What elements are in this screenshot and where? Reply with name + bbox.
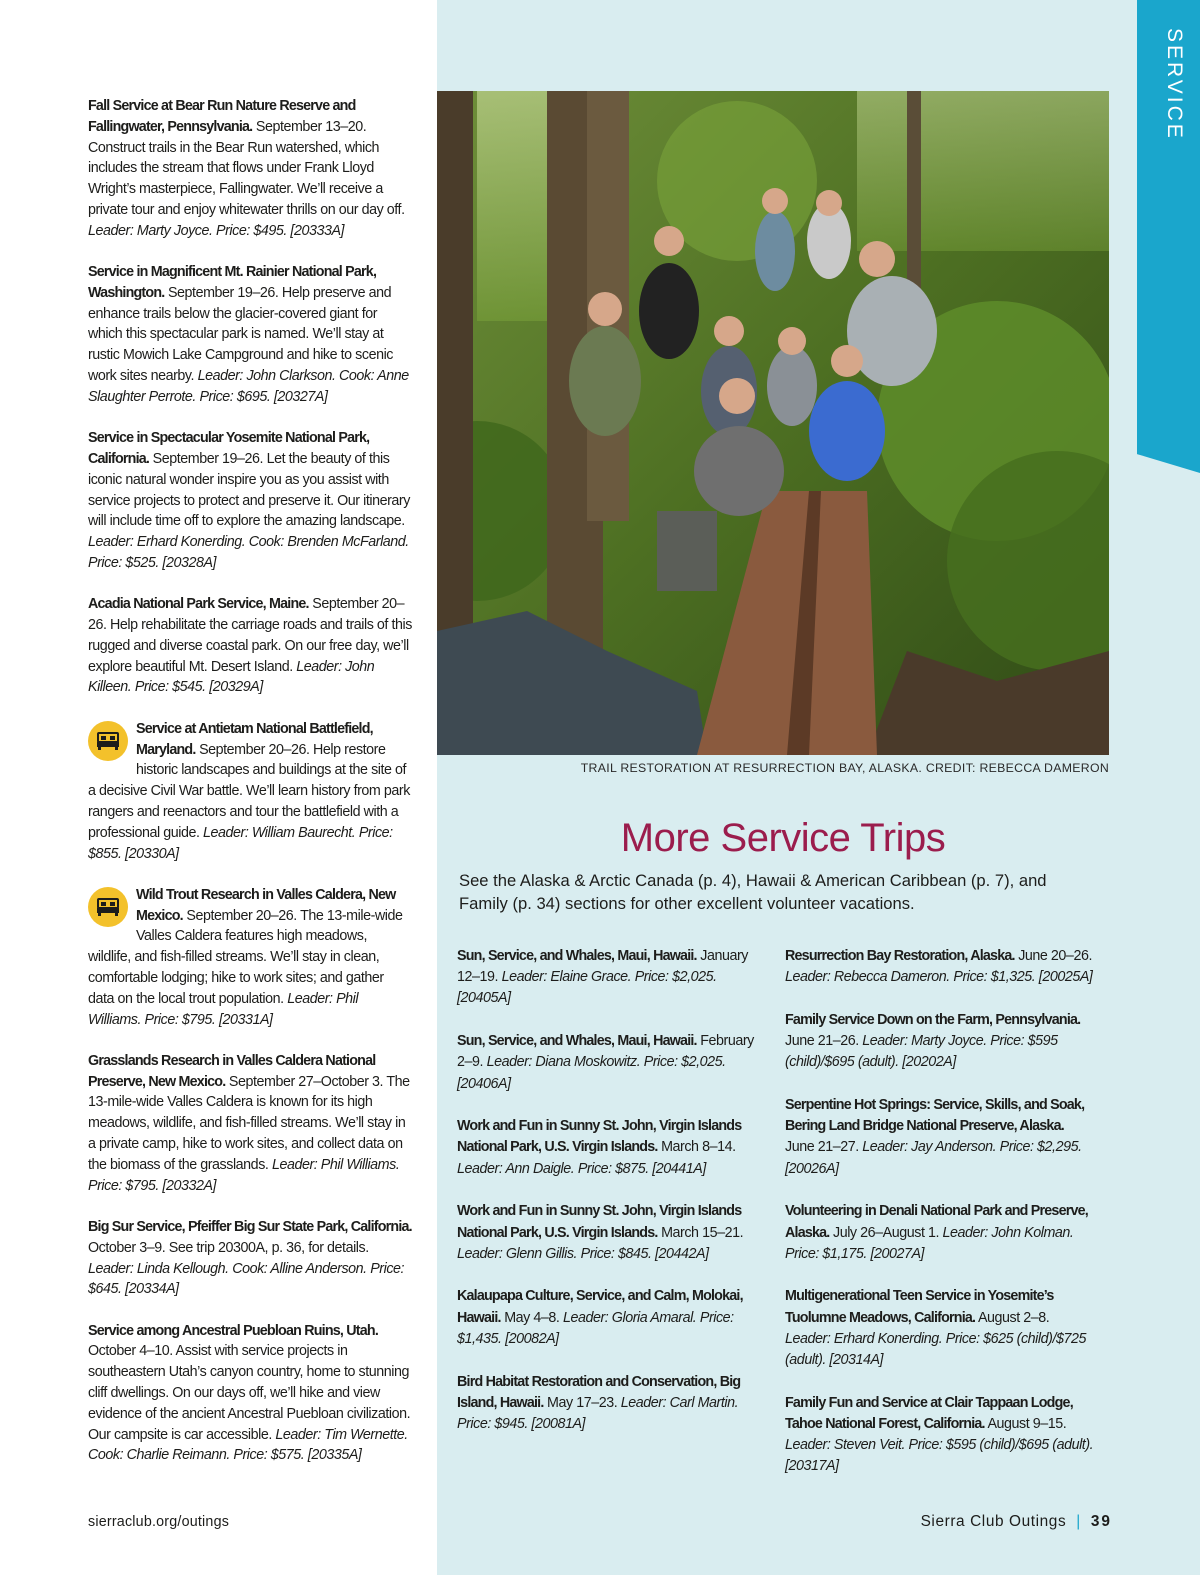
trip-listing (785, 1010, 1095, 1074)
trip-listing (88, 1321, 413, 1467)
trip-listing (785, 946, 1095, 988)
trip-description: September 19–26. Let the beauty of this iconic natural wonder inspire you as you assist with service projects to protect and preserve it. Our itinerary will include time off to explore the amazing landscape. (88, 450, 410, 530)
trip-listing (457, 1201, 765, 1265)
trip-listing (88, 96, 413, 242)
trip-leader-price: Leader: John Clarkson. Cook: Anne Slaughter Perrote. Price: $695. [20327A] (88, 368, 409, 405)
folio-separator: | (1076, 1513, 1081, 1530)
trip-listing (457, 946, 765, 1010)
trip-leader-price: Leader: John Killeen. Price: $545. [20329A] (88, 658, 375, 696)
trip-listing (785, 1095, 1095, 1180)
bed-icon (88, 887, 128, 927)
trip-leader-price: Leader: Marty Joyce. Price: $595 (child)/$695 (adult). [20202A] (785, 1033, 1058, 1071)
trip-title: Fall Service at Bear Run Nature Reserve and Fallingwater, Pennsylvania. (88, 98, 356, 135)
trip-description: September 27–October 3. The 13-mile-wide Valles Caldera is known for its high meadows, wildlife, and fish-filled streams. We’ll stay in a private camp, hike to work sites, and collect data on the biomass of the grasslands. (88, 1073, 410, 1173)
trip-leader-price: Leader: Gloria Amaral. Price: $1,435. [20082A] (457, 1309, 734, 1347)
trip-description: August 2–8. (975, 1309, 1050, 1326)
trip-title: Work and Fun in Sunny St. John, Virgin Islands National Park, U.S. Virgin Islands. (457, 1118, 742, 1156)
trip-leader-price: Leader: Jay Anderson. Price: $2,295. [20026A] (785, 1139, 1082, 1177)
page-number: 39 (1090, 1513, 1112, 1530)
trip-title: Work and Fun in Sunny St. John, Virgin Islands National Park, U.S. Virgin Islands. (457, 1203, 742, 1241)
trip-title: Service among Ancestral Puebloan Ruins, Utah. (88, 1322, 379, 1339)
trip-description: September 20–26. The 13-mile-wide Valles Caldera features high meadows, wildlife, and fish-filled streams. We’ll stay in clean, comfortable lodging; hike to work sites; and gather data on the local trout population. (88, 907, 403, 1007)
trip-description: September 13–20. Construct trails in the Bear Run watershed, which includes the stream that flows under Frank Lloyd Wright’s masterpiece, Fallingwater. We’ll receive a private tour and enjoy whitewater thrills on our day off. (88, 118, 405, 218)
trip-leader-price: Leader: Linda Kellough. Cook: Alline Anderson. Price: $645. [20334A] (88, 1260, 405, 1298)
trip-description: September 20–26. Help rehabilitate the carriage roads and trails of this rugged and diverse coastal park. On our free day, we’ll explore beautiful Mt. Desert Island. (88, 596, 412, 675)
trip-leader-price: Leader: Diana Moskowitz. Price: $2,025. [20406A] (457, 1054, 726, 1092)
left-column (88, 96, 413, 1487)
trip-leader-price: Leader: Ann Daigle. Price: $875. [20441A] (457, 1160, 706, 1177)
footer-folio (860, 1513, 1112, 1531)
trip-listing (785, 1201, 1095, 1265)
trip-leader-price: Leader: Marty Joyce. Price: $495. [20333A] (88, 222, 345, 239)
trip-description: June 20–26. (1014, 948, 1092, 964)
trip-description: October 4–10. Assist with service projects in southeastern Utah’s canyon country, home to stunning cliff dwellings. On our days off, we’ll hike and view evidence of the ancient Ancestral Puebloan civilization. Our campsite is car accessible. (88, 1343, 411, 1443)
trip-title: Family Service Down on the Farm, Pennsylvania. (785, 1011, 1081, 1028)
trip-title: Multigenerational Teen Service in Yosemite’s Tuolumne Meadows, California. (785, 1288, 1054, 1326)
trip-leader-price: Leader: Rebecca Dameron. Price: $1,325. [20025A] (785, 969, 1093, 986)
trip-description: August 9–15. (984, 1415, 1067, 1432)
trip-leader-price: Leader: Tim Wernette. Cook: Charlie Reimann. Price: $575. [20335A] (88, 1426, 408, 1464)
trip-title: Volunteering in Denali National Park and Preserve, Alaska. (785, 1203, 1088, 1241)
trip-description: June 21–26. (785, 1033, 863, 1050)
trip-title: Grasslands Research in Valles Caldera National Preserve, New Mexico. (88, 1052, 376, 1090)
trip-listing (457, 1372, 765, 1436)
trip-description: March 15–21. (657, 1224, 744, 1241)
trip-leader-price: Leader: Erhard Konerding. Price: $625 (child)/$725 (adult). [20314A] (785, 1330, 1086, 1369)
trip-title: Acadia National Park Service, Maine. (88, 596, 309, 613)
publication-name: Sierra Club Outings (920, 1513, 1067, 1530)
trip-description: May 4–8. (500, 1309, 563, 1326)
trip-title: Resurrection Bay Restoration, Alaska. (785, 948, 1015, 964)
trip-listing (88, 1051, 413, 1197)
trip-title: Serpentine Hot Springs: Service, Skills, and Soak, Bering Land Bridge National Preserve, Alaska. (785, 1097, 1085, 1135)
trip-listing (785, 1393, 1095, 1478)
trip-description: February 2–9. (457, 1033, 754, 1071)
trip-title: Sun, Service, and Whales, Maui, Hawaii. (457, 948, 697, 964)
trip-listing (88, 428, 413, 574)
section-tab-label: SERVICE (1163, 28, 1186, 141)
trip-leader-price: Leader: Erhard Konerding. Cook: Brenden McFarland. Price: $525. [20328A] (88, 534, 409, 571)
section-heading: More Service Trips (620, 816, 946, 860)
bed-icon (88, 721, 128, 761)
intro-text: See the Alaska & Arctic Canada (p. 4), Hawaii & American Caribbean (p. 7), and Family (p. 34) sections for other excellent volunteer vacations. (459, 871, 1047, 913)
trip-title: Service in Magnificent Mt. Rainier National Park, Washington. (88, 264, 377, 301)
trip-title: Sun, Service, and Whales, Maui, Hawaii. (457, 1033, 697, 1050)
trip-title: Family Fun and Service at Clair Tappaan Lodge, Tahoe National Forest, California. (785, 1394, 1073, 1432)
trip-title: Service in Spectacular Yosemite National Park, California. (88, 430, 370, 467)
trip-title: Big Sur Service, Pfeiffer Big Sur State Park, California. (88, 1218, 412, 1235)
trip-leader-price: Leader: Phil Williams. Price: $795. [20331A] (88, 990, 359, 1028)
trip-leader-price: Leader: Phil Williams. Price: $795. [20332A] (88, 1156, 400, 1194)
trips-column-left (457, 946, 765, 1457)
trip-leader-price: Leader: William Baurecht. Price: $855. [20330A] (88, 824, 393, 862)
trip-description: March 8–14. (657, 1139, 736, 1156)
trip-listing (88, 594, 413, 698)
trip-description: January 12–19. (457, 948, 748, 986)
trip-leader-price: Leader: John Kolman. Price: $1,175. [20027A] (785, 1224, 1074, 1262)
trip-leader-price: Leader: Carl Martin. Price: $945. [20081A] (457, 1394, 739, 1432)
trip-listing (88, 719, 413, 865)
trip-description: September 20–26. Help restore historic landscapes and buildings at the site of a decisive Civil War battle. We’ll learn history from park rangers and reenactors and tour the battlefield with a professional guide. (88, 741, 410, 841)
trip-title: Wild Trout Research in Valles Caldera, New Mexico. (136, 886, 396, 924)
trip-description: September 19–26. Help preserve and enhance trails below the glacier-covered giant for which this spectacular park is named. We’ll stay at rustic Mowich Lake Campground and hike to scenic work sites nearby. (88, 284, 394, 385)
trip-listing (785, 1286, 1095, 1371)
trip-listing (88, 1217, 413, 1300)
trip-description: June 21–27. (785, 1139, 863, 1156)
trip-leader-price: Leader: Steven Veit. Price: $595 (child)/$695 (adult). [20317A] (785, 1437, 1094, 1475)
trip-description: May 17–23. (543, 1394, 621, 1411)
trip-title: Kalaupapa Culture, Service, and Calm, Molokai, Hawaii. (457, 1288, 743, 1326)
trip-title: Bird Habitat Restoration and Conservation, Big Island, Hawaii. (457, 1373, 741, 1411)
trip-leader-price: Leader: Elaine Grace. Price: $2,025. [20405A] (457, 969, 717, 1007)
trail-restoration-photo (437, 91, 1109, 755)
trip-description: July 26–August 1. (829, 1224, 943, 1241)
trip-listing (88, 885, 413, 1031)
trip-listing (457, 1031, 765, 1095)
trip-listing (88, 262, 413, 408)
trip-leader-price: Leader: Glenn Gillis. Price: $845. [20442A] (457, 1245, 709, 1262)
footer-url[interactable]: sierraclub.org/outings (88, 1514, 230, 1530)
trip-listing (457, 1286, 765, 1350)
trip-description: October 3–9. See trip 20300A, p. 36, for details. (88, 1239, 369, 1256)
trip-listing (457, 1116, 765, 1180)
trip-title: Service at Antietam National Battlefield, Maryland. (136, 720, 373, 758)
trips-column-right (785, 946, 1095, 1499)
photo-caption: TRAIL RESTORATION AT RESURRECTION BAY, ALASKA. CREDIT: REBECCA DAMERON (580, 761, 1109, 775)
